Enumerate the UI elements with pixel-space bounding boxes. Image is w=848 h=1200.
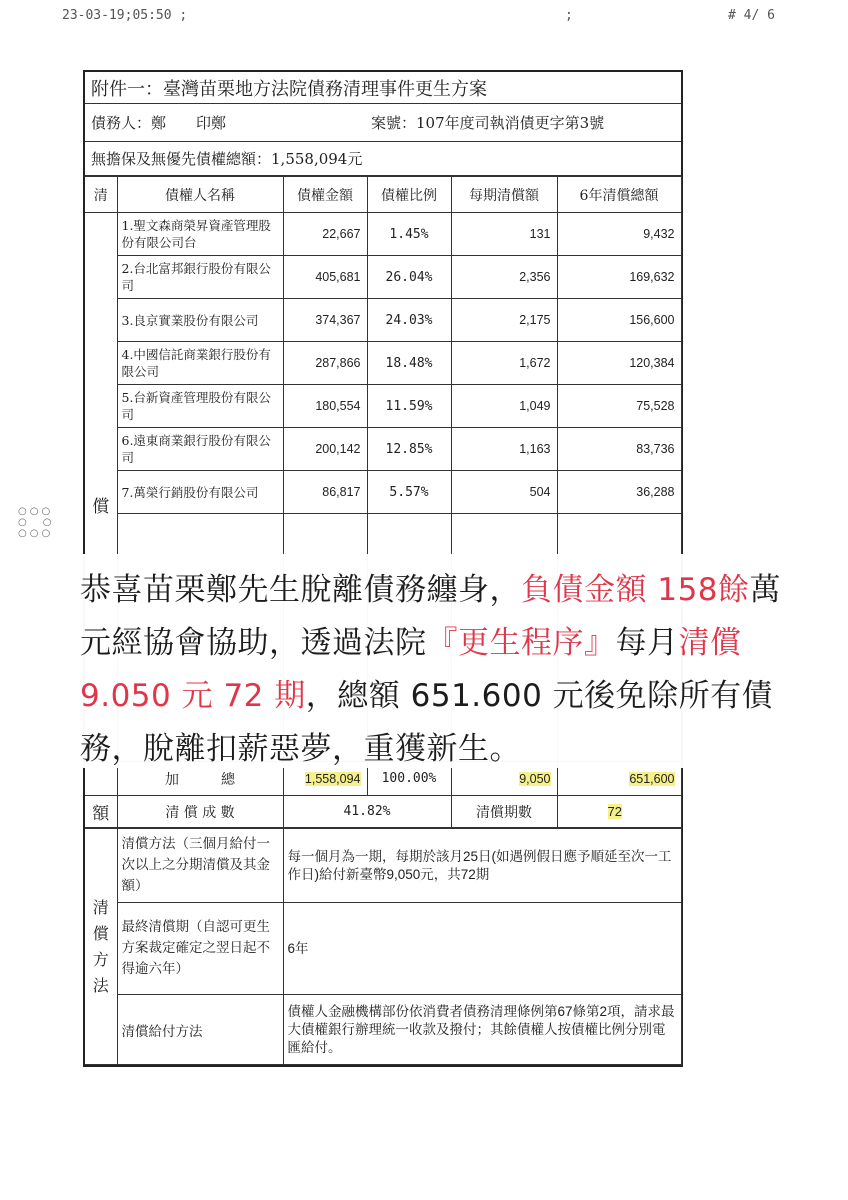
creditor-name: 7.萬榮行銷股份有限公司 [117, 471, 283, 514]
creditor-total: 36,288 [557, 471, 681, 514]
side-label-top: 清 [85, 177, 117, 213]
creditor-total: 120,384 [557, 342, 681, 385]
overlay-text: 萬元經協會協助，透過法院 [80, 572, 782, 661]
method-value: 每一個月為一期，每期於該月25日(如遇例假日應予順延至次一工作日)給付新臺幣9,050元，共72期 [283, 829, 681, 903]
method-table [85, 828, 682, 1065]
creditor-total: 75,528 [557, 385, 681, 428]
header-name: 債權人名稱 [117, 177, 283, 213]
creditor-amount: 287,866 [283, 342, 367, 385]
table-row [85, 385, 681, 428]
method-row [85, 829, 681, 903]
overlay-highlight-procedure: 『更生程序』 [426, 625, 616, 661]
creditor-total: 169,632 [557, 256, 681, 299]
header-amount: 債權金額 [283, 177, 367, 213]
count-row [85, 796, 681, 828]
table-header-row [85, 177, 681, 213]
method-row [85, 995, 681, 1065]
creditor-amount: 180,554 [283, 385, 367, 428]
fax-header-time: 23-03-19;05:50 ; [62, 8, 188, 23]
overlay-text: ，總額 651.600 元後免除所有債務，脫離扣薪惡夢，重獲新生。 [80, 678, 774, 767]
creditor-total: 83,736 [557, 428, 681, 471]
creditor-total: 9,432 [557, 213, 681, 256]
creditor-ratio: 24.03% [367, 299, 451, 342]
creditor-per-period: 1,672 [451, 342, 557, 385]
total-claims: 無擔保及無優先債權總額：1,558,094元 [85, 142, 681, 176]
creditor-name: 3.良京實業股份有限公司 [117, 299, 283, 342]
creditor-total: 156,600 [557, 299, 681, 342]
header-per-period: 每期清償額 [451, 177, 557, 213]
creditor-name: 6.遠東商業銀行股份有限公司 [117, 428, 283, 471]
table-row [85, 471, 681, 514]
creditor-amount: 22,667 [283, 213, 367, 256]
creditor-amount: 200,142 [283, 428, 367, 471]
sum-per-period: 9,050 [519, 771, 551, 786]
period-count: 72 [607, 803, 622, 819]
table-row [85, 428, 681, 471]
punch-marks: ○○○ ○ ○ ○○○ [18, 506, 55, 539]
header-ratio: 債權比例 [367, 177, 451, 213]
sum-total: 651,600 [629, 771, 675, 786]
creditor-per-period: 1,049 [451, 385, 557, 428]
creditor-per-period: 131 [451, 213, 557, 256]
count-label: 清 償 成 數 [117, 796, 283, 828]
sum-ratio: 100.00% [367, 762, 451, 796]
creditor-per-period: 1,163 [451, 428, 557, 471]
creditor-name: 5.台新資產管理股份有限公司 [117, 385, 283, 428]
fax-header-page: # 4/ 6 [728, 8, 775, 23]
method-value: 債權人金融機構部份依消費者債務清理條例第67條第2項，請求最大債權銀行辦理統一收款及撥付；其餘債權人按債權比例分別電匯給付。 [283, 995, 681, 1065]
creditor-name: 1.聖文森商榮昇資產管理股份有限公司台 [117, 213, 283, 256]
creditor-amount: 374,367 [283, 299, 367, 342]
debtor-row [85, 104, 681, 142]
method-side-label: 清償方法 [85, 829, 117, 1065]
creditor-name: 2.台北富邦銀行股份有限公司 [117, 256, 283, 299]
table-row [85, 256, 681, 299]
case-number: 案號：107年度司執消債更字第3號 [371, 114, 605, 132]
method-label: 清償給付方法 [117, 995, 283, 1065]
side-label-mid: 償 [85, 213, 117, 796]
overlay-text: 每月 [615, 625, 679, 661]
overlay-highlight-debt: 負債金額 158餘 [521, 572, 750, 608]
creditor-per-period: 2,356 [451, 256, 557, 299]
period-count-cell [557, 796, 681, 828]
creditor-ratio: 1.45% [367, 213, 451, 256]
count-value: 41.82% [283, 796, 451, 828]
overlay-text: 恭喜苗栗鄭先生脫離債務纏身， [80, 572, 521, 608]
creditor-ratio: 12.85% [367, 428, 451, 471]
creditor-amount: 86,817 [283, 471, 367, 514]
table-row [85, 299, 681, 342]
side-label-bottom: 額 [85, 796, 117, 828]
creditor-ratio: 11.59% [367, 385, 451, 428]
period-label: 清償期數 [451, 796, 557, 828]
debtor-label: 債務人：鄭 印鄭 [91, 114, 227, 132]
header-total: 6年清償總額 [557, 177, 681, 213]
fax-header-mid: ; [565, 8, 573, 23]
method-row [85, 903, 681, 995]
document-title: 附件一：臺灣苗栗地方法院債務清理事件更生方案 [85, 72, 681, 104]
sum-amount: 1,558,094 [304, 771, 361, 786]
table-row [85, 342, 681, 385]
announcement-overlay [64, 554, 828, 768]
creditor-amount: 405,681 [283, 256, 367, 299]
creditor-ratio: 5.57% [367, 471, 451, 514]
method-value: 6年 [283, 903, 681, 995]
method-label: 最終清償期（自認可更生方案裁定確定之翌日起不得逾六年） [117, 903, 283, 995]
creditor-per-period: 504 [451, 471, 557, 514]
table-row [85, 213, 681, 256]
creditor-ratio: 26.04% [367, 256, 451, 299]
sum-label: 加 總 [117, 762, 283, 796]
method-label: 清償方法（三個月給付一次以上之分期清償及其金額） [117, 829, 283, 903]
creditor-per-period: 2,175 [451, 299, 557, 342]
creditor-ratio: 18.48% [367, 342, 451, 385]
overlay-highlight-payment: 清償 9.050 元 72 期 [80, 625, 742, 714]
creditor-name: 4.中國信託商業銀行股份有限公司 [117, 342, 283, 385]
